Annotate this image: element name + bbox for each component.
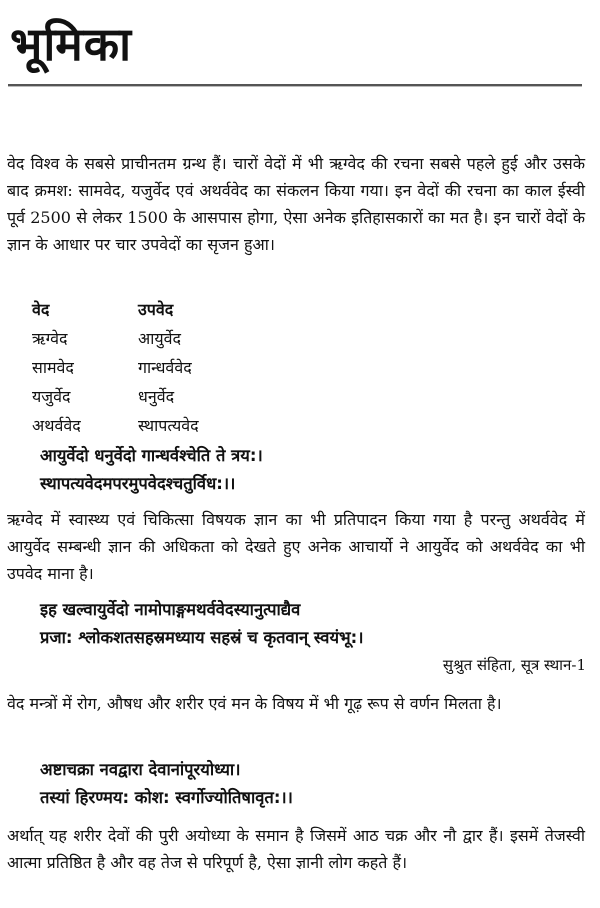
table-row <box>32 352 332 381</box>
verse-line: प्रजा: श्लोकशतसहस्रमध्याय सहस्रं च कृतवान् स्वयंभू:। <box>40 628 364 647</box>
verse-line: आयुर्वेदो धनुर्वेदो गान्धर्वश्चेति ते त्रय:। <box>40 446 263 465</box>
table-row <box>32 323 332 352</box>
paragraph-ayurveda: ऋग्वेद में स्वास्थ्य एवं चिकित्सा विषयक ज्ञान का भी प्रतिपादन किया गया है परन्तु अथर्ववेद में आयुर्वेद सम्बन्धी ज्ञान की अधिकता को देखते हुए अनेक आचार्यो ने आयुर्वेद को अथर्ववेद का भी उपवेद माना है। <box>7 510 585 583</box>
table-cell-upaveda: धनुर्वेद <box>138 386 175 406</box>
verse-line: इह खल्वायुर्वेदो नामोपाङ्गमथर्ववेदस्यानुत्पाद्यैव <box>40 600 301 619</box>
sanskrit-verse-1 <box>40 442 580 498</box>
sanskrit-verse-2 <box>40 596 580 652</box>
table-cell-veda: सामवेद <box>32 357 74 377</box>
verse-line: स्थापत्यवेदमपरमुपवेदश्चतुर्विध:।। <box>40 474 236 493</box>
table-header-veda: वेद <box>32 299 50 319</box>
table-row <box>32 381 332 410</box>
page-title: भूमिका <box>10 17 133 71</box>
verse-line: अष्टाचक्रा नवद्वारा देवानांपूरयोध्या। <box>40 760 241 779</box>
paragraph-conclusion: अर्थात् यह शरीर देवों की पुरी अयोध्या के समान है जिसमें आठ चक्र और नौ द्वार हैं। इसमें तेजस्वी आत्मा प्रतिष्ठित है और वह तेज से परिपूर्ण है, ऐसा ज्ञानी लोग कहते हैं। <box>7 826 585 872</box>
verse-source-citation: सुश्रुत संहिता, सूत्र स्थान-1 <box>442 656 586 674</box>
table-cell-upaveda: स्थापत्यवेद <box>138 415 199 435</box>
table-cell-upaveda: आयुर्वेद <box>138 328 182 348</box>
table-header-row <box>32 294 332 323</box>
table-cell-veda: यजुर्वेद <box>32 386 71 406</box>
table-cell-veda: ऋग्वेद <box>32 328 68 348</box>
table-cell-veda: अथर्ववेद <box>32 415 81 435</box>
title-divider <box>8 84 582 87</box>
table-row <box>32 410 332 439</box>
paragraph-veda-mantra: वेद मन्त्रों में रोग, औषध और शरीर एवं मन के विषय में भी गूढ़ रूप से वर्णन मिलता है। <box>7 694 502 713</box>
verse-line: तस्यां हिरण्मय: कोश: स्वर्गोज्योतिषावृत:।। <box>40 788 293 807</box>
paragraph-intro: वेद विश्व के सबसे प्राचीनतम ग्रन्थ हैं। चारों वेदों में भी ऋग्वेद की रचना सबसे पहले हुई और उसके बाद क्रमश: सामवेद, यजुर्वेद एवं अथर्ववेद का संकलन किया गया। इन वेदों की रचना का काल ईस्वी पूर्व 2500 से लेकर 1500 के आसपास होगा, ऐसा अनेक इतिहासकारों का मत है। इन चारों वेदों के ज्ञान के आधार पर चार उपवेदों का सृजन हुआ। <box>7 154 585 254</box>
table-cell-upaveda: गान्धर्ववेद <box>138 357 192 377</box>
veda-upaveda-table <box>32 294 332 439</box>
sanskrit-verse-3 <box>40 756 580 812</box>
table-header-upaveda: उपवेद <box>138 299 174 319</box>
